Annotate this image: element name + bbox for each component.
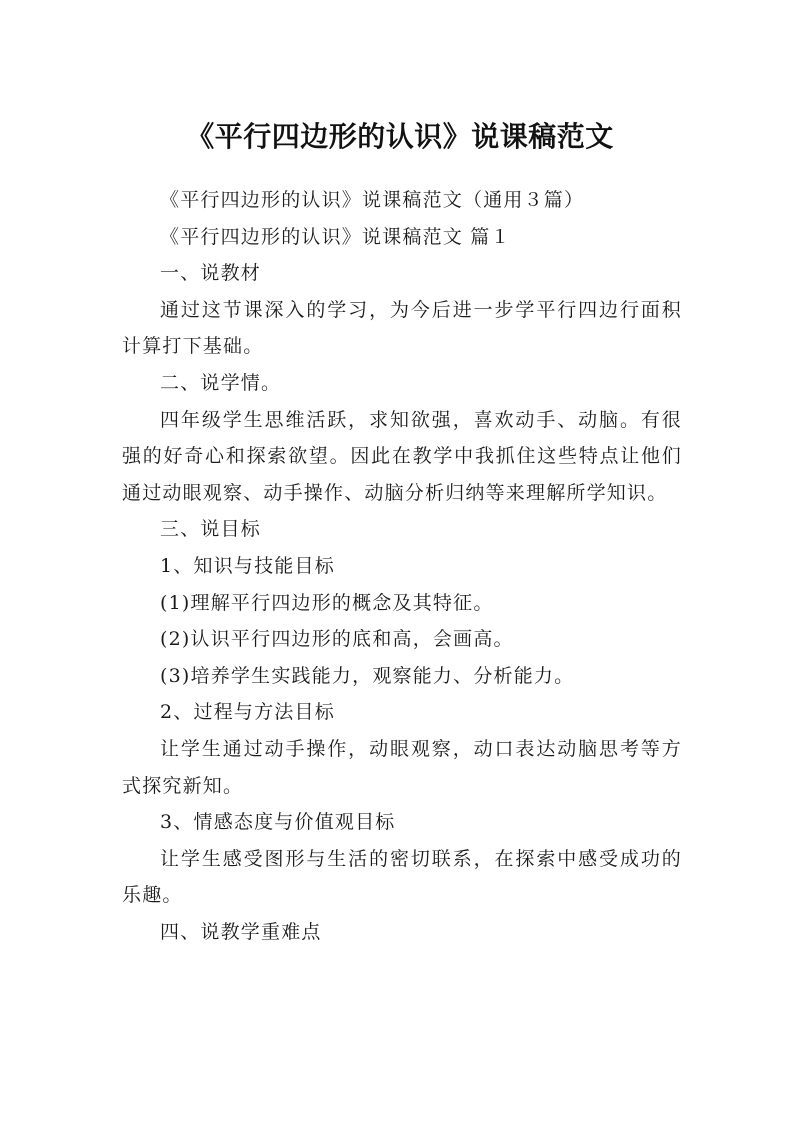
list-item-objective-1: (1)理解平行四边形的概念及其特征。 [160, 591, 494, 614]
paragraph-subtitle: 《平行四边形的认识》说课稿范文（通用３篇） [160, 189, 585, 211]
subheading-knowledge-skills: 1、知识与技能目标 [160, 554, 335, 577]
heading-objectives: 三、说目标 [160, 518, 262, 541]
paragraph-student-situation: 四年级学生思维活跃，求知欲强，喜欢动手、动脑。有很强的好奇心和探索欲望。因此在教学中我抓住这些特点让他们通过动眼观察、动手操作、动脑分析归纳等来理解所学知识。 [122, 408, 682, 504]
paragraph-emotion-values: 让学生感受图形与生活的密切联系，在探索中感受成功的乐趣。 [122, 847, 682, 907]
subheading-process-method: 2、过程与方法目标 [160, 701, 335, 724]
list-item-objective-3: (3)培养学生实践能力，观察能力、分析能力。 [160, 664, 575, 687]
list-item-objective-2: (2)认识平行四边形的底和高，会画高。 [160, 628, 514, 651]
document-title: 《平行四边形的认识》说课稿范文 [186, 119, 614, 153]
paragraph-section-label: 《平行四边形的认识》说课稿范文 篇１ [160, 225, 511, 248]
heading-teaching-material: 一、说教材 [160, 262, 262, 285]
document-body [122, 182, 682, 950]
paragraph-teaching-material: 通过这节课深入的学习，为今后进一步学平行四边行面积计算打下基础。 [122, 298, 682, 358]
heading-student-situation: 二、说学情。 [160, 371, 282, 394]
subheading-emotion-values: 3、情感态度与价值观目标 [160, 811, 396, 834]
heading-key-difficulties: 四、说教学重难点 [160, 920, 322, 943]
paragraph-process-method: 让学生通过动手操作，动眼观察，动口表达动脑思考等方式探究新知。 [122, 737, 682, 797]
